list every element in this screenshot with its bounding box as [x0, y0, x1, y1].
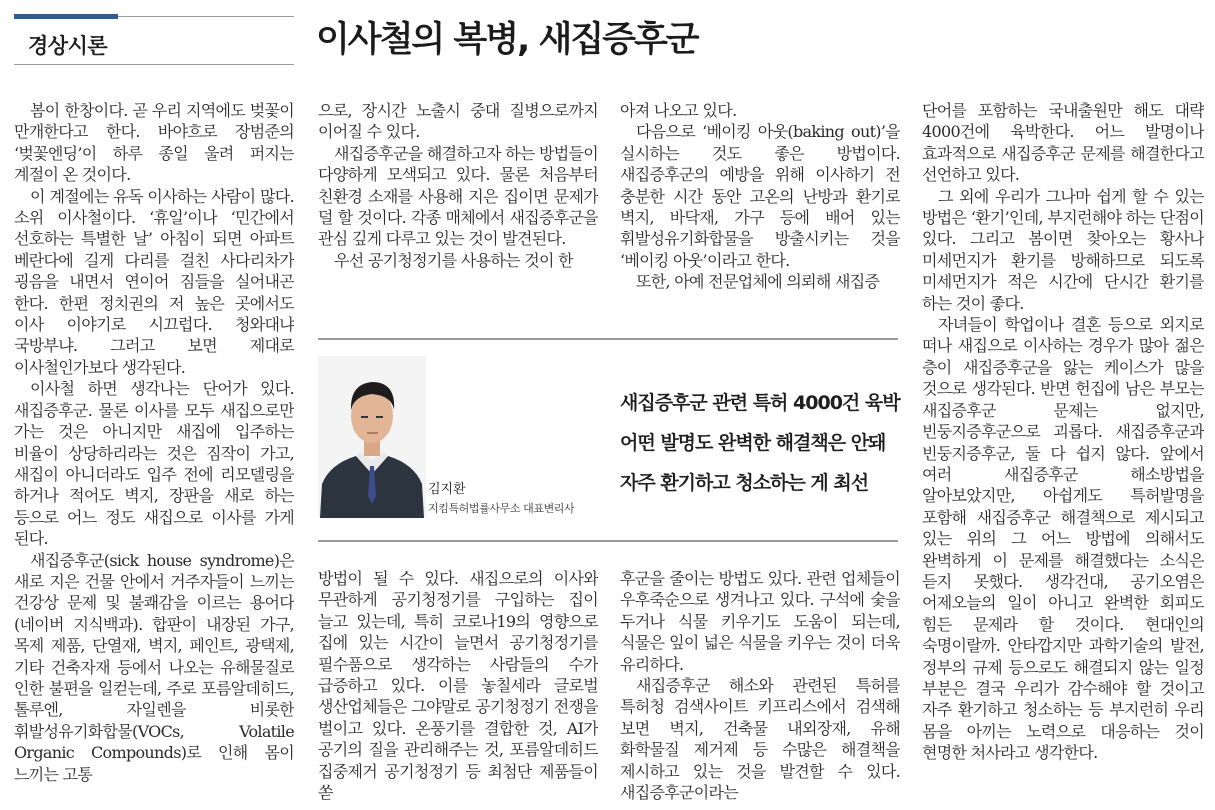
- article-column-3-bottom: [620, 568, 900, 806]
- paragraph: 자녀들이 학업이나 결혼 등으로 외지로 떠나 새집으로 이사하는 경우가 많아 젊은 층이 새집증후군을 앓는 케이스가 많을 것으로 생각된다. 반면 헌집에 남은 부모는 새집증후군 문제는 없지만, 빈둥지증후군으로 괴롭다. 새집증후군과 빈둥지증후군, 둘 다 쉽지 않다. 앞에서 여러 새집증후군 해소방법을 알아보았지만, 아쉽게도 특허발명을 포함해 새집증후군 해결책으로 제시되고 있는 위의 그 어느 방법에 의해서도 완벽하게 이 문제를 해결했다는 소식은 듣지 못했다. 생각건대, 공기오염은 어제오늘의 일이 아니고 완벽한 회피도 힘든 문제라 할 것이다. 현대인의 숙명이랄까. 안타깝지만 과학기술의 발전, 정부의 규제 등으로도 해결되지 않는 일정 부분은 결국 우리가 감수해야 할 것이고 자주 환기하고 청소하는 등 부지런히 우리 몸을 아끼는 노력으로 대응하는 것이 현명한 처사라고 생각한다.: [922, 315, 1204, 763]
- paragraph: 다음으로 ‘베이킹 아웃(baking out)’을 실시하는 것도 좋은 방법이다. 새집증후군의 예방을 위해 이사하기 전 충분한 시간 동안 고온의 난방과 환기로 벽지, 바닥재, 가구 등에 배어 있는 휘발성유기화합물을 방출시키는 것을 ‘베이킹 아웃’이라고 한다.: [620, 122, 900, 270]
- paragraph: 방법이 될 수 있다. 새집으로의 이사와 무관하게 공기청정기를 구입하는 집이 늘고 있는데, 특히 코로나19의 영향으로 집에 있는 시간이 늘면서 공기청정기를 필수품으로 생각하는 사람들의 수가 급증하고 있다. 이를 놓칠세라 글로벌 생산업체들은 그야말로 공기청정기 전쟁을 벌이고 있다. 온풍기를 결합한 것, AI가 공기의 질을 관리해주는 것, 포름알데히드 집중제거 공기청정기 등 최첨단 제품들이 쏟: [318, 569, 598, 803]
- paragraph: 새집증후군 해소와 관련된 특허를 특허청 검색사이트 키프리스에서 검색해 보면 벽지, 건축물 내외장재, 유해 화학물질 제거제 등 수많은 해결책을 제시하고 있는 것을 발견할 수 있다. 새집증후군이라는: [620, 676, 900, 803]
- paragraph: 새집증후군을 해결하고자 하는 방법들이 다양하게 모색되고 있다. 물론 처음부터 친환경 소재를 사용해 지은 집이면 문제가 덜 할 것이다. 각종 매체에서 새집증후군을 관심 깊게 다루고 있는 것이 발견된다.: [318, 143, 598, 249]
- article-column-2-top: [318, 100, 598, 318]
- paragraph: 우선 공기청정기를 사용하는 것이 한: [334, 250, 573, 270]
- article-headline: 이사철의 복병, 새집증후군: [316, 20, 698, 60]
- paragraph: 또한, 아예 전문업체에 의뢰해 새집증: [636, 272, 880, 292]
- pullquote-top-rule: [318, 338, 898, 340]
- section-label: 경상시론: [28, 34, 108, 58]
- section-top-rule: [118, 16, 294, 17]
- section-bottom-rule: [14, 64, 294, 65]
- pull-quote-line-2: 어떤 발명도 완벽한 해결책은 안돼: [620, 432, 886, 454]
- article-column-3-top: [620, 100, 900, 318]
- author-name: 김지환: [428, 482, 466, 497]
- paragraph: 후군을 줄이는 방법도 있다. 관련 업체들이 우후죽순으로 생겨나고 있다. 구석에 숯을 두거나 식물 키우기도 도움이 되는데, 식물은 잎이 넓은 식물을 키우는 것이 더욱 유리하다.: [620, 569, 900, 674]
- author-portrait-image: [318, 356, 426, 518]
- pull-quote-line-3: 자주 환기하고 청소하는 게 최선: [620, 472, 869, 494]
- paragraph: 이 계절에는 유독 이사하는 사람이 많다. 소위 이사철이다. ‘휴일’이나 ‘민간에서 선호하는 특별한 날’ 아침이 되면 아파트 베란다에 길게 다리를 걸친 사다리차가 굉음을 내면서 연이어 짐들을 실어내곤 한다. 한편 정치권의 저 높은 곳에서도 이사 이야기로 시끄럽다. 청와대냐 국방부냐. 그러고 보면 제대로 이사철인가보다 생각된다.: [14, 186, 294, 377]
- paragraph: 으로, 장시간 노출시 중대 질병으로까지 이어질 수 있다.: [318, 101, 598, 142]
- author-title: 지킴특허법률사무소 대표변리사: [428, 502, 575, 515]
- paragraph: 그 외에 우리가 그나마 쉽게 할 수 있는 방법은 ‘환기’인데, 부지런해야 하는 단점이 있다. 그리고 봄이면 찾아오는 황사나 미세먼지가 환기를 방해하므로 되도록 미세먼지가 적은 시간에 단시간 환기를 하는 것이 좋다.: [922, 186, 1204, 313]
- paragraph: 아져 나오고 있다.: [620, 101, 737, 120]
- pull-quote-line-1: 새집증후군 관련 특허 4000건 육박: [620, 392, 900, 414]
- paragraph: 이사철 하면 생각나는 단어가 있다. 새집증후군. 물론 이사를 모두 새집으로만 가는 것은 아니지만 새집에 입주하는 비율이 상당하리라는 것은 짐작이 가고, 새집이 아니더라도 입주 전에 리모델링을 하거나 적어도 벽지, 장판을 새로 하는 등으로 어느 정도 새집으로 이사를 가게 된다.: [14, 379, 294, 549]
- article-column-2-bottom: [318, 568, 598, 806]
- section-accent-bar: [14, 14, 118, 19]
- author-photo: [318, 356, 426, 518]
- paragraph: 봄이 한창이다. 곧 우리 지역에도 벚꽃이 만개한다고 한다. 바야흐로 장범준의 ‘벚꽃엔딩’이 하루 종일 울려 퍼지는 계절이 온 것이다.: [14, 101, 294, 185]
- paragraph: 새집증후군(sick house syndrome)은 새로 지은 건물 안에서 거주자들이 느끼는 건강상 문제 및 불쾌감을 이르는 용어다(네이버 지식백과). 합판이 내장된 가구, 목제 제품, 단열재, 벽지, 페인트, 광택제, 기타 건축자재 등에서 나오는 유해물질로 인한 불편을 일컫는데, 주로 포름알데히드, 톨루엔, 자일렌을 비롯한 휘발성유기화합물(VOCs, Volatile Organic Compounds)로 인해 몸이 느끼는 고통: [14, 550, 294, 784]
- article-column-1: [14, 100, 294, 806]
- article-column-4: [922, 100, 1204, 806]
- pullquote-bottom-rule: [318, 540, 898, 542]
- paragraph: 단어를 포함하는 국내출원만 해도 대략 4000건에 육박한다. 어느 발명이나 효과적으로 새집증후군 문제를 해결한다고 선언하고 있다.: [922, 101, 1204, 185]
